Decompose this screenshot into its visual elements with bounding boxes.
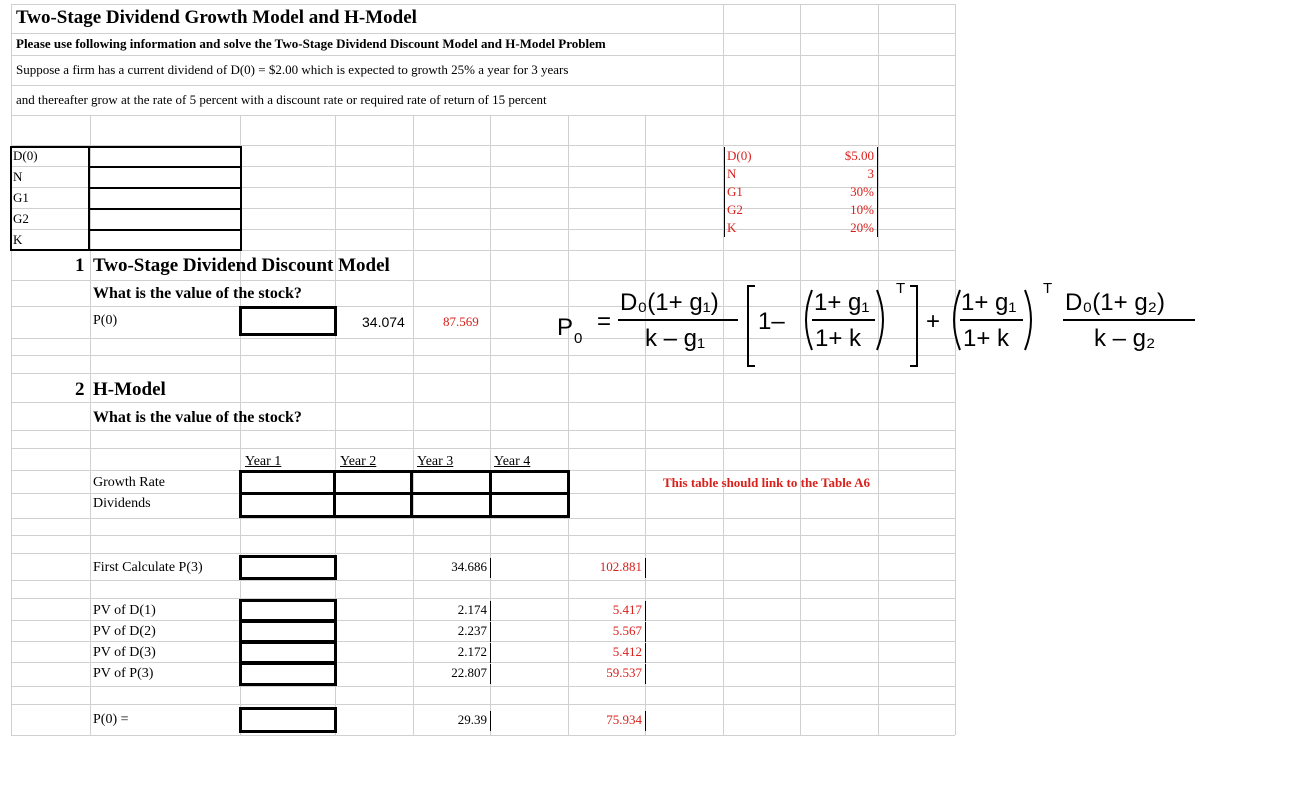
right-input-value[interactable]: $5.00	[800, 147, 878, 165]
grid-row-line	[11, 535, 955, 536]
year-header: Year 2	[340, 454, 377, 469]
grid-row-line	[11, 448, 955, 449]
grid-row-line	[11, 4, 955, 5]
formula-lhs: P	[557, 314, 574, 341]
table-link-note: This table should link to the Table A6	[663, 475, 870, 490]
pv-label: PV of D(3)	[93, 645, 156, 660]
hmodel-col-divider	[333, 470, 336, 518]
left-input-cell[interactable]	[90, 187, 242, 209]
p0-hmodel-answer-cell[interactable]	[239, 707, 337, 733]
right-input-value[interactable]: 20%	[800, 219, 878, 237]
formula-frac3-den: 1+ k	[963, 325, 1010, 352]
grid-row-line	[11, 735, 955, 736]
grid-row-line	[11, 85, 955, 86]
year-header: Year 3	[417, 454, 454, 469]
problem-line-2: and thereafter grow at the rate of 5 percent with a discount rate or required rate of return of 15 percent	[16, 92, 547, 107]
year-header: Year 4	[494, 454, 531, 469]
right-input-value[interactable]: 3	[800, 165, 878, 183]
p0-hmodel-label: P(0) =	[93, 712, 129, 727]
growth-rate-label: Growth Rate	[93, 475, 165, 490]
section2-question: What is the value of the stock?	[93, 409, 302, 426]
left-input-label: G1	[13, 190, 29, 205]
sheet-title: Two-Stage Dividend Growth Model and H-Model	[16, 7, 417, 28]
formula-one-minus: 1–	[758, 308, 785, 335]
left-input-label: G2	[13, 211, 29, 226]
section1-number: 1	[75, 255, 85, 276]
section1-p0-answer-cell[interactable]	[239, 306, 337, 336]
first-calc-answer-cell[interactable]	[239, 555, 337, 580]
section1-question: What is the value of the stock?	[93, 285, 302, 302]
pv-answer-cell[interactable]	[239, 620, 337, 643]
pv-red: 59.537	[569, 664, 646, 684]
grid-row-line	[11, 518, 955, 519]
grid-row-line	[11, 373, 955, 374]
hmodel-row-divider	[239, 492, 570, 495]
formula-exp-t: T	[896, 280, 906, 297]
pv-red: 5.567	[569, 622, 646, 642]
hmodel-col-divider	[489, 470, 492, 518]
grid-row-line	[11, 704, 955, 705]
left-input-label: K	[13, 232, 23, 247]
right-input-label: D(0)	[724, 147, 800, 165]
left-input-cell[interactable]	[90, 166, 242, 188]
section2-number: 2	[75, 379, 85, 400]
pv-label: PV of P(3)	[93, 666, 154, 681]
section1-p0-label: P(0)	[93, 313, 118, 328]
right-input-value[interactable]: 30%	[800, 183, 878, 201]
formula-frac2-num: 1+ g₁	[814, 289, 870, 316]
formula-frac3-num: 1+ g₁	[961, 289, 1017, 316]
right-input-label: G2	[724, 201, 800, 219]
grid-row-line	[11, 553, 955, 554]
grid-row-line	[11, 430, 955, 431]
left-input-label: D(0)	[13, 148, 38, 163]
formula-frac1-den: k – g₁	[645, 325, 706, 352]
dividends-label: Dividends	[93, 496, 151, 511]
formula-eq: =	[597, 308, 612, 335]
pv-answer-cell[interactable]	[239, 662, 337, 686]
formula-lhs-sub: 0	[574, 330, 583, 347]
grid-col-line	[11, 4, 12, 735]
section1-p0-red: 87.569	[443, 314, 479, 329]
pv-red: 5.412	[569, 643, 646, 663]
grid-row-line	[11, 686, 955, 687]
grid-row-line	[11, 33, 955, 34]
year-header: Year 1	[245, 454, 282, 469]
pv-red: 5.417	[569, 601, 646, 621]
p0-hmodel-red: 75.934	[569, 711, 646, 731]
pv-black: 22.807	[414, 664, 491, 684]
formula-frac2-den: 1+ k	[815, 325, 862, 352]
two-stage-formula	[555, 278, 1205, 373]
formula-frac4-den: k – g₂	[1094, 325, 1156, 352]
left-input-label: N	[13, 169, 23, 184]
first-calc-black: 34.686	[414, 558, 491, 578]
grid-row-line	[11, 598, 955, 599]
grid-row-line	[11, 402, 955, 403]
pv-black: 2.172	[414, 643, 491, 663]
sheet-subtitle: Please use following information and solve the Two-Stage Dividend Discount Model and H-Model Problem	[16, 36, 606, 51]
right-input-label: K	[724, 219, 800, 237]
grid-row-line	[11, 55, 955, 56]
pv-label: PV of D(1)	[93, 603, 156, 618]
problem-line-1: Suppose a firm has a current dividend of D(0) = $2.00 which is expected to growth 25% a year for 3 years	[16, 62, 569, 77]
pv-answer-cell[interactable]	[239, 599, 337, 622]
right-input-label: G1	[724, 183, 800, 201]
section2-title: H-Model	[93, 379, 166, 400]
left-input-cell[interactable]	[90, 229, 242, 251]
pv-answer-cell[interactable]	[239, 641, 337, 664]
pv-black: 2.237	[414, 622, 491, 642]
section1-p0-black: 34.074	[362, 314, 405, 330]
formula-frac1-num: D₀(1+ g₁)	[620, 289, 719, 316]
right-input-value[interactable]: 10%	[800, 201, 878, 219]
right-input-label: N	[724, 165, 800, 183]
p0-hmodel-black: 29.39	[414, 711, 491, 731]
formula-frac4-num: D₀(1+ g₂)	[1065, 289, 1165, 316]
hmodel-col-divider	[410, 470, 413, 518]
first-calc-red: 102.881	[569, 558, 646, 578]
pv-label: PV of D(2)	[93, 624, 156, 639]
formula-exp-t: T	[1043, 280, 1053, 297]
formula-plus: +	[926, 308, 941, 335]
section1-title: Two-Stage Dividend Discount Model	[93, 255, 390, 276]
pv-black: 2.174	[414, 601, 491, 621]
left-input-cell[interactable]	[90, 208, 242, 230]
first-calc-label: First Calculate P(3)	[93, 560, 203, 575]
grid-row-line	[11, 115, 955, 116]
grid-row-line	[11, 580, 955, 581]
